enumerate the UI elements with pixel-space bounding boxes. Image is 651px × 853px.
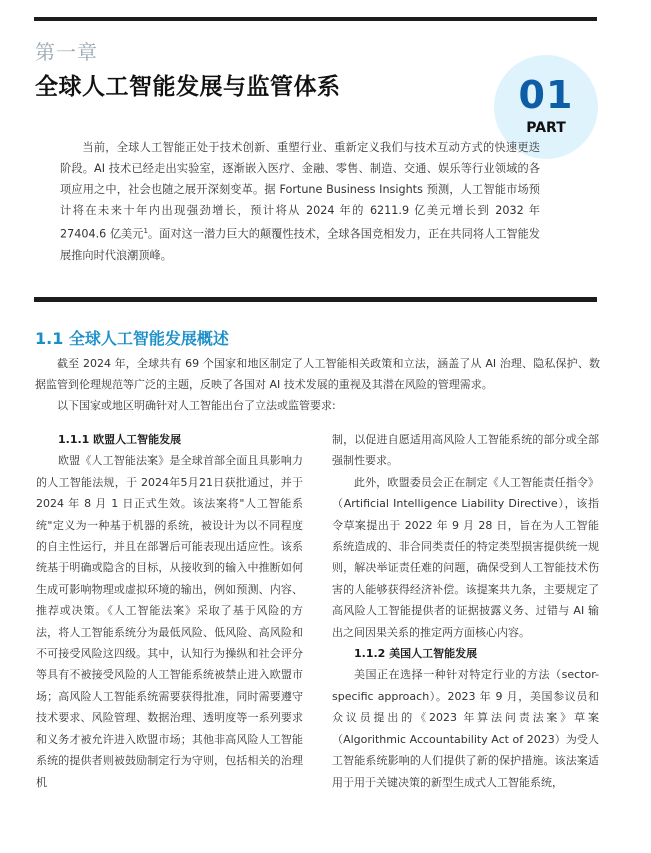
part-number: 01 [518,73,574,117]
paragraph-eu-continued: 制，以促进自愿适用高风险人工智能系统的部分或全部强制性要求。 [332,433,599,468]
section-paragraph-2: 以下国家或地区明确针对人工智能出台了立法或监管要求: [57,399,336,412]
intro-text-a: 当前，全球人工智能正处于技术创新、重塑行业、重新定义我们与技术互动方式的快速更迭阶段。AI 技术已经走出实验室，逐渐嵌入医疗、金融、零售、制造、交通、娱乐等行业领域的各项应用之中，社会也随之展开深刻变革。据 Fortune Business Insights 预测，人工智能市场预计将在未来十年内出现强劲增长，预计将从 2024 年的 6211.9 亿美元增长到 2032 年 27404.6 亿美元 [60,141,540,241]
section-rule [34,297,597,302]
section-body [35,353,600,416]
subsection-title-eu: 1.1.1 欧盟人工智能发展 [58,433,182,446]
top-rule [34,17,597,21]
section-paragraph-1: 截至 2024 年，全球共有 69 个国家和地区制定了人工智能相关政策和立法，涵盖了从 AI 治理、隐私保护、数据监管到伦理规范等广泛的主题，反映了各国对 AI 技术发展的重视及其潜在风险的管理需求。 [35,357,600,391]
part-label: PART [526,120,566,136]
footnote-marker: 1 [143,227,148,235]
subsection-title-us: 1.1.2 美国人工智能发展 [354,647,478,661]
right-column [332,429,599,793]
left-column [36,429,303,793]
chapter-title: 全球人工智能发展与监管体系 [35,74,341,100]
paragraph-liability-directive: 此外，欧盟委员会正在制定《人工智能责任指令》（Artificial Intelligence Liability Directive），该指令草案提出于 2022 年 9 月 28 日，旨在为人工智能系统造成的、非合同类责任的特定类型损害提供统一规则，解决举证责任难的问题，确保受到人工智能技术伤害的人能够获得经济补偿。该提案共九条，主要规定了高风险人工智能提供者的证据披露义务、过错与 AI 输出之间因果关系的推定两方面核心内容。 [332,475,599,639]
paragraph-eu-act: 欧盟《人工智能法案》是全球首部全面且具影响力的人工智能法规，于 2024年5月21日获批通过，并于 2024 年 8 月 1 日正式生效。该法案将"人工智能系统"定义为一种基于机器的系统，被设计为以不同程度的自主性运行，并且在部署后可能表现出适应性。该系统基于明确或隐含的目标，从接收到的输入中推断如何生成可影响物理或虚拟环境的输出，例如预测、内容、推荐或决策。《人工智能法案》采取了基于风险的方法，将人工智能系统分为最低风险、低风险、高风险和不可接受风险这四级。其中，认知行为操纵和社会评分等具有不被接受风险的人工智能系统被禁止进入欧盟市场；高风险人工智能系统需要获得批准，同时需要遵守技术要求、风险管理、数据治理、透明度等一系列要求和义务才被允许进入欧盟市场；其他非高风险人工智能系统的提供者则被鼓励制定行为守则，包括相关的治理机 [36,454,303,789]
intro-paragraph [60,137,540,266]
section-title: 1.1 全球人工智能发展概述 [35,329,229,348]
intro-text-b: 。面对这一潜力巨大的颠覆性技术，全球各国竞相发力，正在共同将人工智能发展推向时代浪潮顶峰。 [60,227,540,262]
paragraph-us: 美国正在选择一种针对特定行业的方法（sector-specific approach）。2023 年 9 月，美国参议员和众议员提出的《2023 年算法问责法案》草案（Algorithmic Accountability Act of 2023）为受人工智能系统影响的人们提供了新的保护措施。该法案适用于用于关键决策的新型生成式人工智能系统， [332,668,599,789]
chapter-label: 第一章 [35,40,98,64]
